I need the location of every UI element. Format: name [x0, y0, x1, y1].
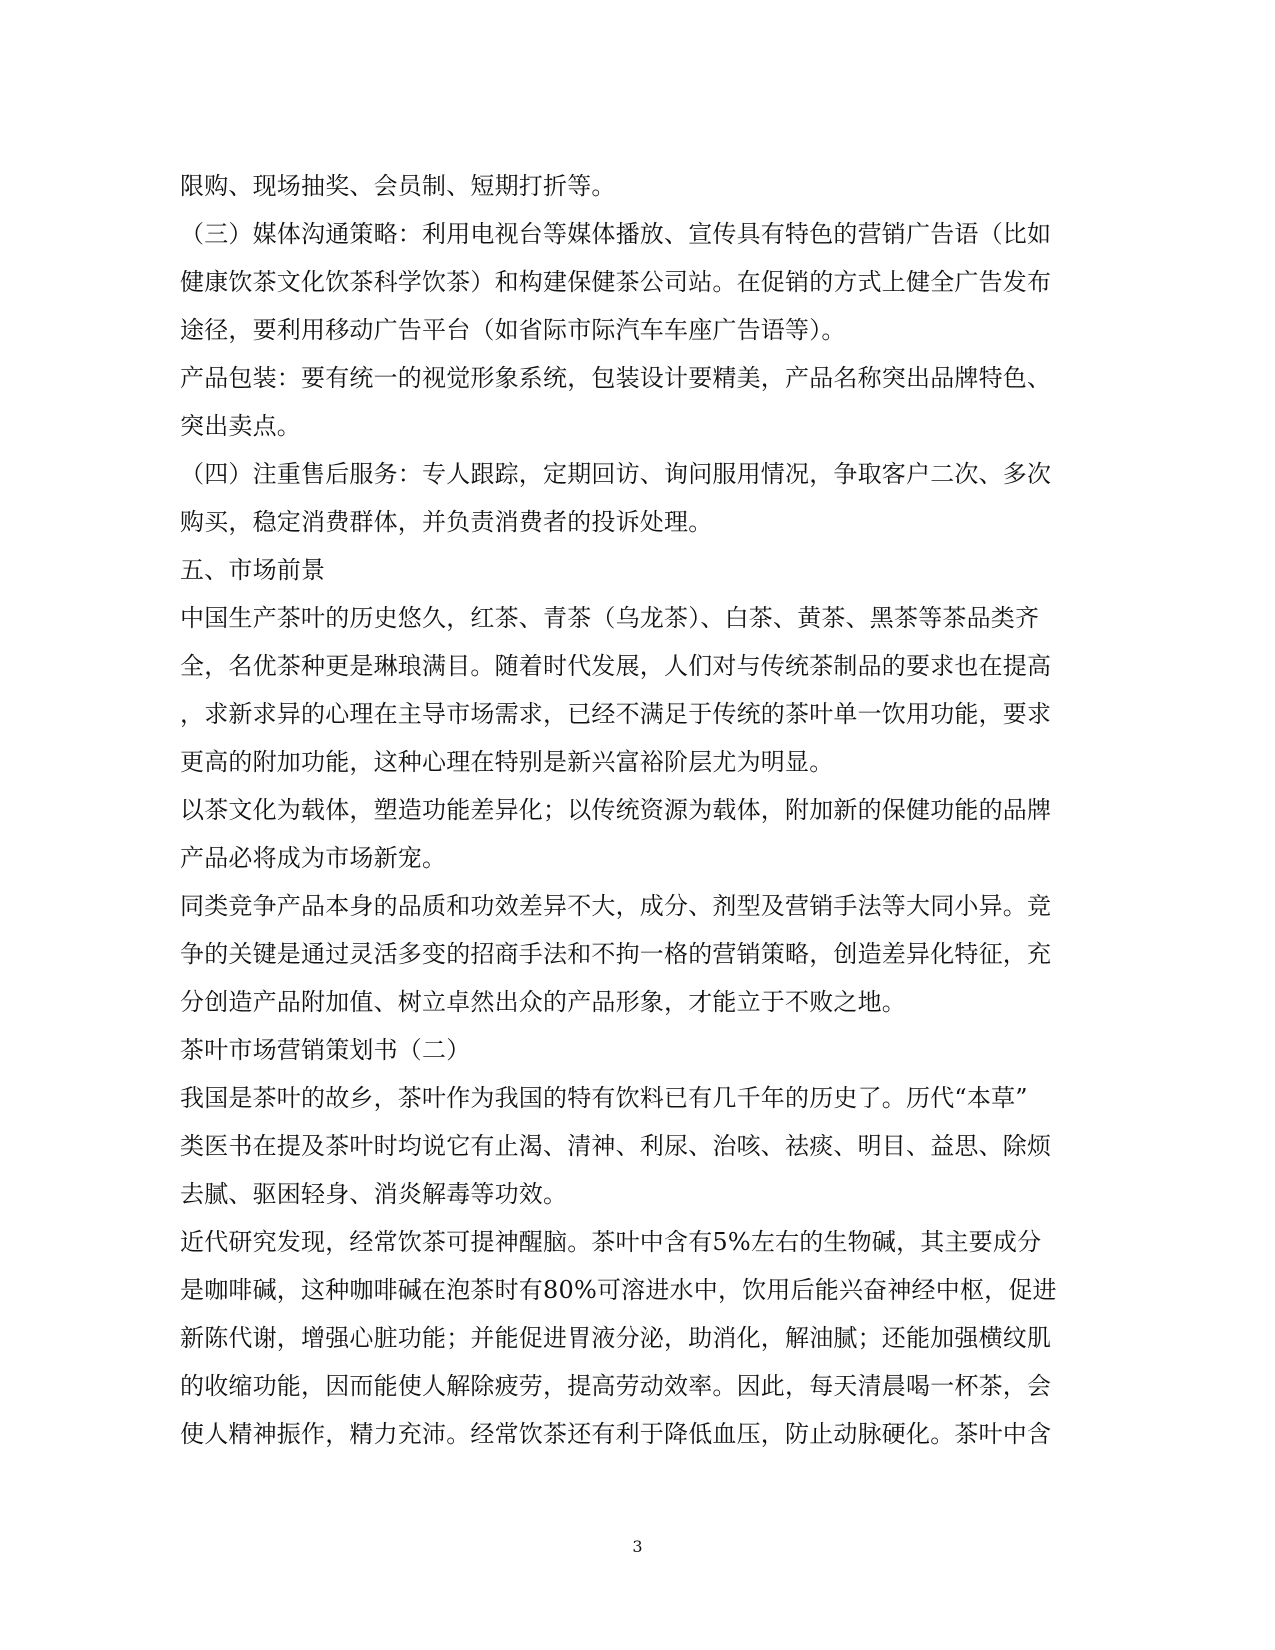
text-line: 产品包装：要有统一的视觉形象系统，包装设计要精美，产品名称突出品牌特色、 [180, 364, 1052, 392]
text-line: 限购、现场抽奖、会员制、短期打折等。 [180, 172, 616, 200]
text-line: 同类竞争产品本身的品质和功效差异不大，成分、剂型及营销手法等大同小异。竞 [180, 892, 1052, 920]
text-line: 的收缩功能，因而能使人解除疲劳，提高劳动效率。因此，每天清晨喝一杯茶，会 [180, 1372, 1052, 1400]
text-line: ，求新求异的心理在主导市场需求，已经不满足于传统的茶叶单一饮用功能，要求 [180, 700, 1052, 728]
text-line: 全，名优茶种更是琳琅满目。随着时代发展，人们对与传统茶制品的要求也在提高 [180, 652, 1052, 680]
text-line: 产品必将成为市场新宠。 [180, 844, 447, 872]
text-line: （三）媒体沟通策略：利用电视台等媒体播放、宣传具有特色的营销广告语（比如 [180, 220, 1052, 248]
text-line: 使人精神振作，精力充沛。经常饮茶还有利于降低血压，防止动脉硬化。茶叶中含 [180, 1420, 1052, 1448]
text-line: 争的关键是通过灵活多变的招商手法和不拘一格的营销策略，创造差异化特征，充 [180, 940, 1052, 968]
text-line: 分创造产品附加值、树立卓然出众的产品形象，才能立于不败之地。 [180, 988, 906, 1016]
text-line: 去腻、驱困轻身、消炎解毒等功效。 [180, 1180, 568, 1208]
text-line: 途径，要利用移动广告平台（如省际市际汽车车座广告语等）。 [180, 316, 846, 344]
text-line: 更高的附加功能，这种心理在特别是新兴富裕阶层尤为明显。 [180, 748, 834, 776]
text-line: 以茶文化为载体，塑造功能差异化；以传统资源为载体，附加新的保健功能的品牌 [180, 796, 1052, 824]
text-line: 类医书在提及茶叶时均说它有止渴、清神、利尿、治咳、祛痰、明目、益思、除烦 [180, 1132, 1052, 1160]
text-line: 我国是茶叶的故乡，茶叶作为我国的特有饮料已有几千年的历史了。历代“本草” [180, 1084, 1028, 1112]
text-line: 是咖啡碱，这种咖啡碱在泡茶时有80%可溶进水中，饮用后能兴奋神经中枢，促进 [180, 1276, 1057, 1304]
section-heading: 五、市场前景 [180, 556, 326, 584]
document-title: 茶叶市场营销策划书（二） [180, 1036, 471, 1064]
text-line: 购买，稳定消费群体，并负责消费者的投诉处理。 [180, 508, 713, 536]
text-line: 中国生产茶叶的历史悠久，红茶、青茶（乌龙茶）、白茶、黄茶、黑茶等茶品类齐 [180, 604, 1040, 632]
page-number: 3 [632, 1537, 643, 1556]
text-line: 新陈代谢，增强心脏功能；并能促进胃液分泌，助消化，解油腻；还能加强横纹肌 [180, 1324, 1052, 1352]
text-line: （四）注重售后服务：专人跟踪，定期回访、询问服用情况，争取客户二次、多次 [180, 460, 1052, 488]
text-line: 突出卖点。 [180, 412, 301, 440]
text-line: 健康饮茶文化饮茶科学饮茶）和构建保健茶公司站。在促销的方式上健全广告发布 [180, 268, 1052, 296]
text-line: 近代研究发现，经常饮茶可提神醒脑。茶叶中含有5%左右的生物碱，其主要成分 [180, 1228, 1042, 1256]
body-text [180, 162, 1080, 1458]
